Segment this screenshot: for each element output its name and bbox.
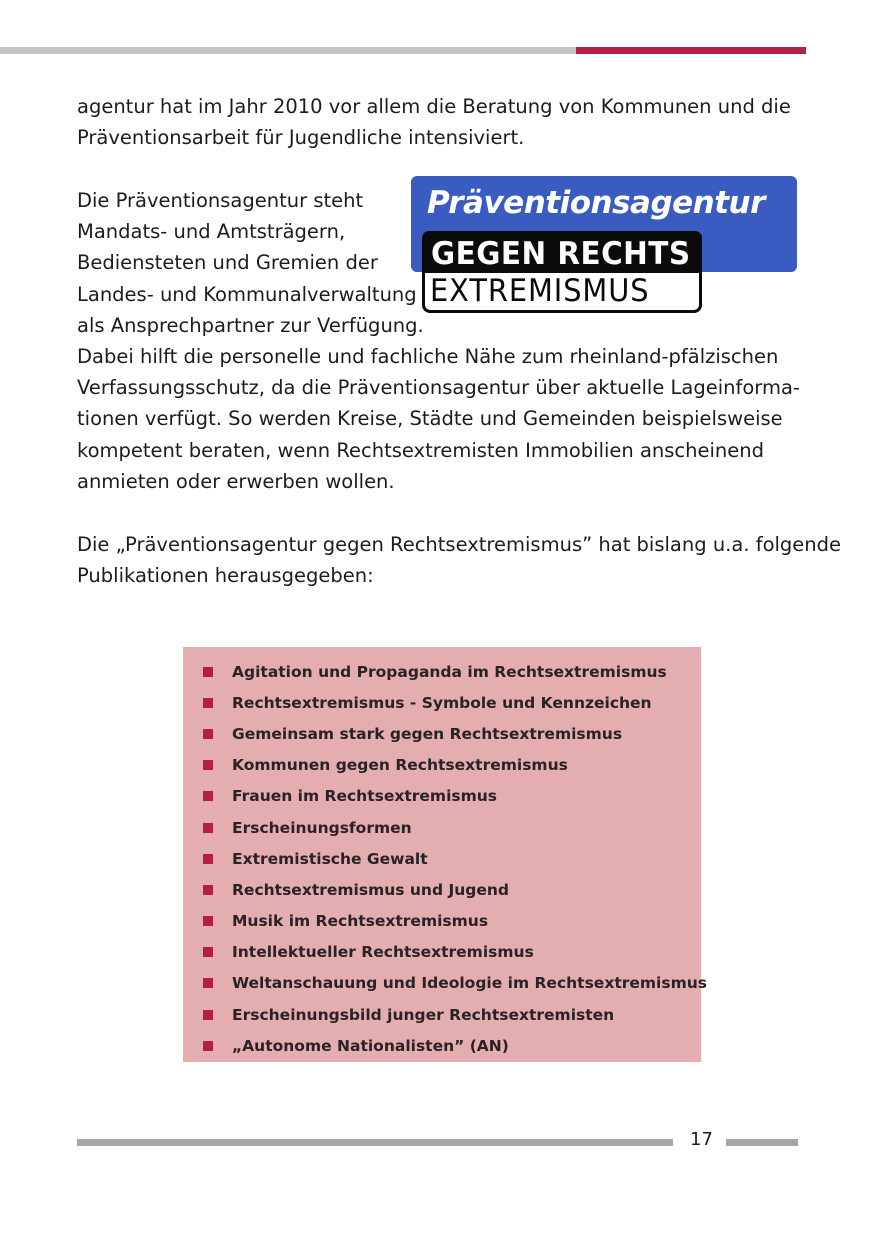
publication-title: Rechtsextremismus und Jugend [232,880,509,899]
text-line: Präventionsarbeit für Jugendliche intensiviert. [77,126,525,150]
square-bullet-icon [203,698,213,708]
square-bullet-icon [203,885,213,895]
publication-title: Weltanschauung und Ideologie im Rechtsextremismus [232,974,707,993]
list-item [203,843,707,874]
text-line: Dabei hilft die personelle und fachliche Nähe zum rheinland-pfälzischen [77,345,779,369]
list-item [203,906,707,937]
text-line: agentur hat im Jahr 2010 vor allem die Beratung von Kommunen und die [77,95,791,118]
square-bullet-icon [203,1041,213,1051]
text-line: tionen verfügt. So werden Kreise, Städte und Gemeinden beispielsweise [77,407,783,431]
text-line: Landes- und Kommunalverwaltung [77,282,417,306]
publication-title: Kommunen gegen Rechtsextremismus [232,756,568,775]
header-rule-gray [0,47,576,54]
square-bullet-icon [203,947,213,957]
text-line: Die Präventionsagentur steht [77,189,364,212]
logo-line-extremismus: EXTREMISMUS [430,273,650,309]
list-item [203,781,707,812]
publication-title: „Autonome Nationalisten” (AN) [232,1036,509,1055]
publication-title: Erscheinungsformen [232,818,412,837]
logo-white-bar [422,273,702,313]
text-line: Verfassungsschutz, da die Präventionsagentur über aktuelle Lageinforma- [77,376,800,400]
logo-line-gegen-rechts: GEGEN RECHTS [431,236,691,272]
list-item [203,1030,707,1061]
list-item [203,968,707,999]
list-item [203,718,707,749]
publications-list [203,656,707,1061]
paragraph-publications-intro [77,529,841,591]
square-bullet-icon [203,854,213,864]
footer-rule-right [726,1139,798,1146]
publication-title: Intellektueller Rechtsextremismus [232,943,534,962]
list-item [203,656,707,687]
text-line: Die „Präventionsagentur gegen Rechtsextremismus” hat bislang u.a. folgende [77,533,842,556]
square-bullet-icon [203,916,213,926]
text-line: anmieten oder erwerben wollen. [77,469,395,493]
square-bullet-icon [203,791,213,801]
square-bullet-icon [203,1010,213,1020]
list-item [203,937,707,968]
page-number: 17 [690,1129,713,1150]
list-item [203,999,707,1030]
square-bullet-icon [203,978,213,988]
list-item [203,874,707,905]
publication-title: Musik im Rechtsextremismus [232,912,489,931]
agency-logo [411,176,798,318]
text-line: kompetent beraten, wenn Rechtsextremisten Immobilien anscheinend [77,438,765,462]
square-bullet-icon [203,667,213,677]
square-bullet-icon [203,760,213,770]
publication-title: Extremistische Gewalt [232,849,428,868]
publication-title: Agitation und Propaganda im Rechtsextremismus [232,662,667,681]
logo-black-bar [422,231,702,276]
list-item [203,812,707,843]
text-line: Publikationen herausgegeben: [77,564,374,588]
publication-title: Erscheinungsbild junger Rechtsextremisten [232,1005,615,1024]
logo-title: Präventionsagentur [427,185,765,221]
publication-title: Rechtsextremismus - Symbole und Kennzeichen [232,693,652,712]
header-rule-accent [576,47,806,54]
text-line: Bediensteten und Gremien der [77,251,378,275]
publications-box [183,647,707,1062]
footer-rule-left [77,1139,673,1146]
publication-title: Gemeinsam stark gegen Rechtsextremismus [232,724,623,743]
text-line: als Ansprechpartner zur Verfügung. [77,313,424,337]
paragraph-intro [77,91,791,153]
list-item [203,687,707,718]
list-item [203,750,707,781]
text-line: Mandats- und Amtsträgern, [77,220,346,244]
square-bullet-icon [203,823,213,833]
publication-title: Frauen im Rechtsextremismus [232,787,498,806]
square-bullet-icon [203,729,213,739]
